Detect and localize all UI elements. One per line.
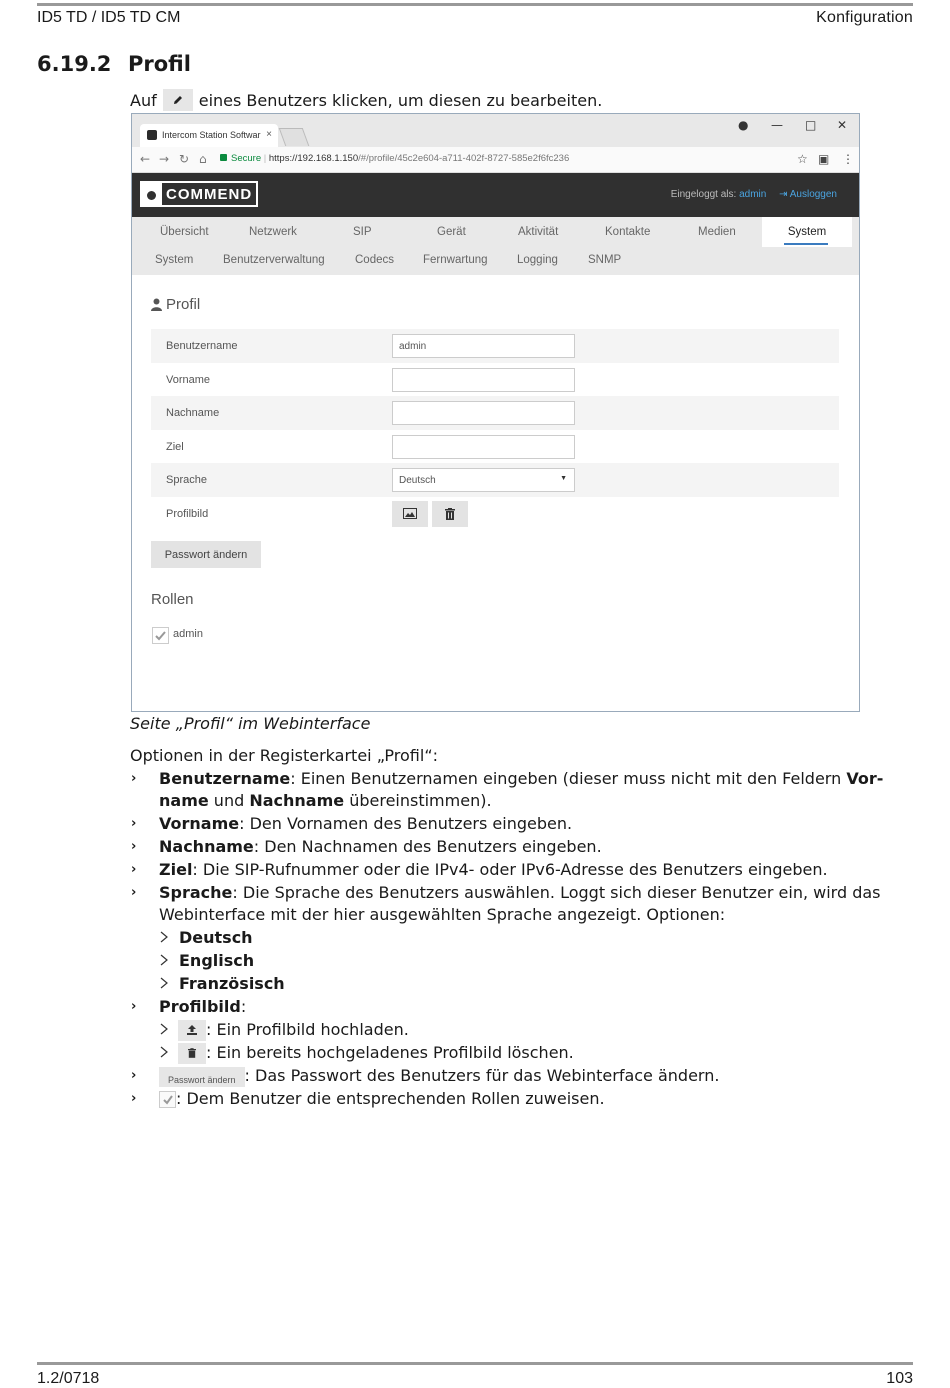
text-nachname: : Den Nachnamen des Benutzers eingeben.	[253, 837, 602, 856]
bullet-icon: ›	[131, 839, 137, 854]
url-field[interactable]: Secure | https://192.168.1.150/#/profile/45c2e604-a711-402f-8727-585e2f6fc236	[220, 153, 569, 164]
page-header-left: ID5 TD / ID5 TD CM	[37, 9, 181, 26]
sub-bullet-icon	[160, 1043, 169, 1062]
text-sprache: : Die Sprache des Benutzers auswählen. Loggt sich dieser Benutzer ein, wird das	[232, 883, 881, 902]
profile-title: Profil	[166, 296, 201, 313]
edit-pencil-icon	[163, 89, 193, 111]
item-nachname	[159, 836, 602, 857]
options-intro: Optionen in der Registerkartei „Profil“:	[130, 746, 438, 765]
item-benutzername-line1	[159, 768, 883, 789]
upload-icon	[178, 1020, 206, 1041]
label-benutzername: Benutzername	[166, 340, 238, 352]
url-path: /#/profile/45c2e604-a711-402f-8727-585e2f6fc236	[358, 153, 570, 164]
profile-content	[132, 275, 859, 711]
logged-in-user[interactable]: admin	[739, 189, 767, 200]
label-sprache: Sprache	[166, 474, 207, 486]
ziel-input[interactable]	[392, 435, 575, 459]
option-deutsch: Deutsch	[179, 928, 253, 947]
tab-title: Intercom Station Softwar	[162, 130, 261, 140]
sprache-value: Deutsch	[399, 475, 436, 486]
page-footer-version: 1.2/0718	[37, 1370, 100, 1387]
term-name: name	[159, 791, 209, 810]
form-row-ziel	[151, 430, 839, 464]
form-row-benutzername	[151, 329, 839, 363]
favicon-icon	[147, 130, 157, 140]
back-icon[interactable]: ←	[140, 152, 151, 166]
sub-bullet-icon	[160, 974, 169, 993]
form-row-vorname	[151, 363, 839, 397]
home-icon[interactable]: ⌂	[199, 152, 207, 166]
checkbox-icon	[159, 1091, 176, 1108]
new-tab-button[interactable]	[279, 128, 310, 146]
login-status	[671, 189, 837, 200]
menu-dots-icon[interactable]: ⋮	[842, 152, 854, 166]
menu-item-system-active[interactable]: System	[762, 217, 852, 247]
user-icon	[150, 298, 163, 311]
text-delete: : Ein bereits hochgeladenes Profilbild löschen.	[206, 1043, 574, 1062]
bullet-icon: ›	[131, 771, 137, 786]
address-bar-row	[132, 147, 859, 173]
page-number: 103	[886, 1370, 913, 1387]
text-benutzername: : Einen Benutzernamen eingeben (dieser muss nicht mit den Feldern	[290, 769, 847, 788]
maximize-icon[interactable]: □	[805, 118, 817, 132]
label-ziel: Ziel	[166, 440, 184, 453]
text-end: übereinstimmen).	[344, 791, 492, 810]
item-upload	[178, 1019, 409, 1041]
primary-menu	[132, 217, 859, 247]
item-sprache-line1	[159, 882, 881, 903]
role-admin-checkbox[interactable]	[152, 627, 169, 644]
bookmark-star-icon[interactable]: ☆	[797, 152, 808, 166]
term-ziel: Ziel	[159, 860, 193, 879]
form-row-sprache	[151, 463, 839, 497]
bullet-icon: ›	[131, 1091, 137, 1106]
account-icon[interactable]: ●	[738, 118, 749, 132]
vorname-input[interactable]	[392, 368, 575, 392]
menu-item-medien[interactable]: Medien	[698, 226, 736, 238]
item-benutzername-line2	[159, 790, 492, 811]
checkmark-icon	[153, 628, 168, 643]
submenu-item-fernwartung[interactable]: Fernwartung	[423, 254, 488, 266]
label-profilbild: Profilbild	[166, 507, 209, 520]
bullet-icon: ›	[131, 999, 137, 1014]
browser-tabstrip	[132, 114, 859, 147]
reload-icon[interactable]: ↻	[179, 152, 190, 166]
bullet-icon: ›	[131, 862, 137, 877]
item-sprache-line2: Webinterface mit der hier ausgewählten Sprache angezeigt. Optionen:	[159, 905, 726, 924]
submenu-item-benutzerverwaltung[interactable]: Benutzerverwaltung	[223, 254, 325, 266]
change-password-button[interactable]: Passwort ändern	[151, 541, 261, 568]
term-profilbild: Profilbild	[159, 997, 241, 1016]
trash-icon	[445, 508, 455, 520]
item-ziel	[159, 859, 828, 880]
profile-heading	[150, 296, 200, 313]
form-row-nachname	[151, 396, 839, 430]
term-vor: Vor-	[846, 769, 884, 788]
intro-line	[130, 89, 602, 111]
term-sprache: Sprache	[159, 883, 233, 902]
sub-bullet-icon	[160, 951, 169, 970]
bullet-icon: ›	[131, 885, 137, 900]
text-roles: : Dem Benutzer die entsprechenden Rollen zuweisen.	[176, 1089, 605, 1108]
menu-item-kontakte[interactable]: Kontakte	[605, 226, 651, 238]
term-benutzername: Benutzername	[159, 769, 291, 788]
delete-image-button[interactable]	[432, 501, 468, 527]
label-vorname: Vorname	[166, 373, 211, 386]
text-password: : Das Passwort des Benutzers für das Webinterface ändern.	[244, 1066, 720, 1085]
roles-heading: Rollen	[151, 591, 194, 608]
logged-in-label: Eingeloggt als:	[670, 189, 737, 200]
nachname-input[interactable]	[392, 401, 575, 425]
term-nachname-ref: Nachname	[249, 791, 345, 810]
term-nachname: Nachname	[159, 837, 254, 856]
text-ziel: : Die SIP-Rufnummer oder die IPv4- oder IPv6-Adresse des Benutzers eingeben.	[192, 860, 828, 879]
menu-item-netzwerk[interactable]: Netzwerk	[249, 226, 297, 238]
url-host: https://192.168.1.150	[268, 153, 359, 164]
text-profilbild: :	[240, 997, 247, 1016]
image-icon	[403, 508, 417, 519]
upload-image-button[interactable]	[392, 501, 428, 527]
intro-before: Auf	[130, 90, 157, 110]
secondary-menu	[132, 247, 859, 275]
intro-after: eines Benutzers klicken, um diesen zu bearbeiten.	[198, 90, 603, 110]
benutzername-input[interactable]: admin	[392, 334, 575, 358]
text-und: und	[208, 791, 250, 810]
forward-icon[interactable]: →	[159, 152, 170, 166]
logout-link[interactable]: ⇥ Ausloggen	[779, 189, 837, 200]
cast-icon[interactable]: ▣	[818, 152, 830, 166]
dropdown-caret-icon: ▼	[560, 475, 567, 482]
section-title: Profil	[128, 52, 191, 76]
profile-form	[151, 329, 839, 530]
menu-item-geraet[interactable]: Gerät	[437, 226, 466, 238]
item-vorname	[159, 813, 572, 834]
trash-icon	[178, 1043, 206, 1064]
sub-bullet-icon	[160, 1020, 169, 1039]
item-password	[159, 1065, 719, 1087]
sub-bullet-icon	[160, 928, 169, 947]
item-profilbild	[159, 996, 246, 1017]
logo-mark-icon	[142, 183, 162, 205]
submenu-item-system[interactable]: System	[155, 254, 194, 266]
submenu-item-codecs[interactable]: Codecs	[355, 254, 394, 266]
minimize-icon[interactable]: —	[771, 118, 783, 132]
page-header-right: Konfiguration	[816, 9, 913, 26]
submenu-item-snmp[interactable]: SNMP	[588, 254, 622, 266]
bullet-icon: ›	[131, 1068, 137, 1083]
secure-label: Secure	[231, 153, 262, 164]
footer-rule	[37, 1362, 913, 1365]
option-englisch: Englisch	[179, 951, 255, 970]
bullet-icon: ›	[131, 816, 137, 831]
app-header	[132, 173, 859, 217]
change-password-chip: Passwort ändern	[159, 1067, 245, 1087]
term-vorname: Vorname	[159, 814, 240, 833]
browser-tab[interactable]	[140, 124, 278, 147]
item-roles	[159, 1088, 605, 1109]
lock-icon	[220, 154, 227, 161]
menu-item-aktivitaet[interactable]: Aktivität	[518, 226, 559, 238]
text-upload: : Ein Profilbild hochladen.	[206, 1020, 409, 1039]
submenu-item-logging[interactable]: Logging	[517, 254, 558, 266]
role-admin-label: admin	[173, 628, 203, 640]
sprache-select[interactable]	[392, 468, 575, 492]
figure-caption: Seite „Profil“ im Webinterface	[130, 714, 371, 733]
webinterface-screenshot	[131, 113, 860, 712]
text-vorname: : Den Vornamen des Benutzers eingeben.	[239, 814, 573, 833]
tab-close-icon[interactable]: ×	[266, 129, 272, 140]
form-row-profilbild	[151, 497, 839, 531]
option-franzoesisch: Französisch	[179, 974, 285, 993]
menu-item-sip[interactable]: SIP	[353, 226, 372, 238]
logout-label: Ausloggen	[789, 189, 837, 200]
commend-logo	[140, 181, 258, 207]
close-window-icon[interactable]: ✕	[837, 118, 848, 132]
menu-item-uebersicht[interactable]: Übersicht	[160, 226, 209, 238]
header-rule	[37, 3, 913, 6]
logo-text: COMMEND	[166, 185, 253, 203]
section-number: 6.19.2	[37, 52, 112, 76]
item-delete	[178, 1042, 574, 1064]
label-nachname: Nachname	[166, 407, 220, 419]
